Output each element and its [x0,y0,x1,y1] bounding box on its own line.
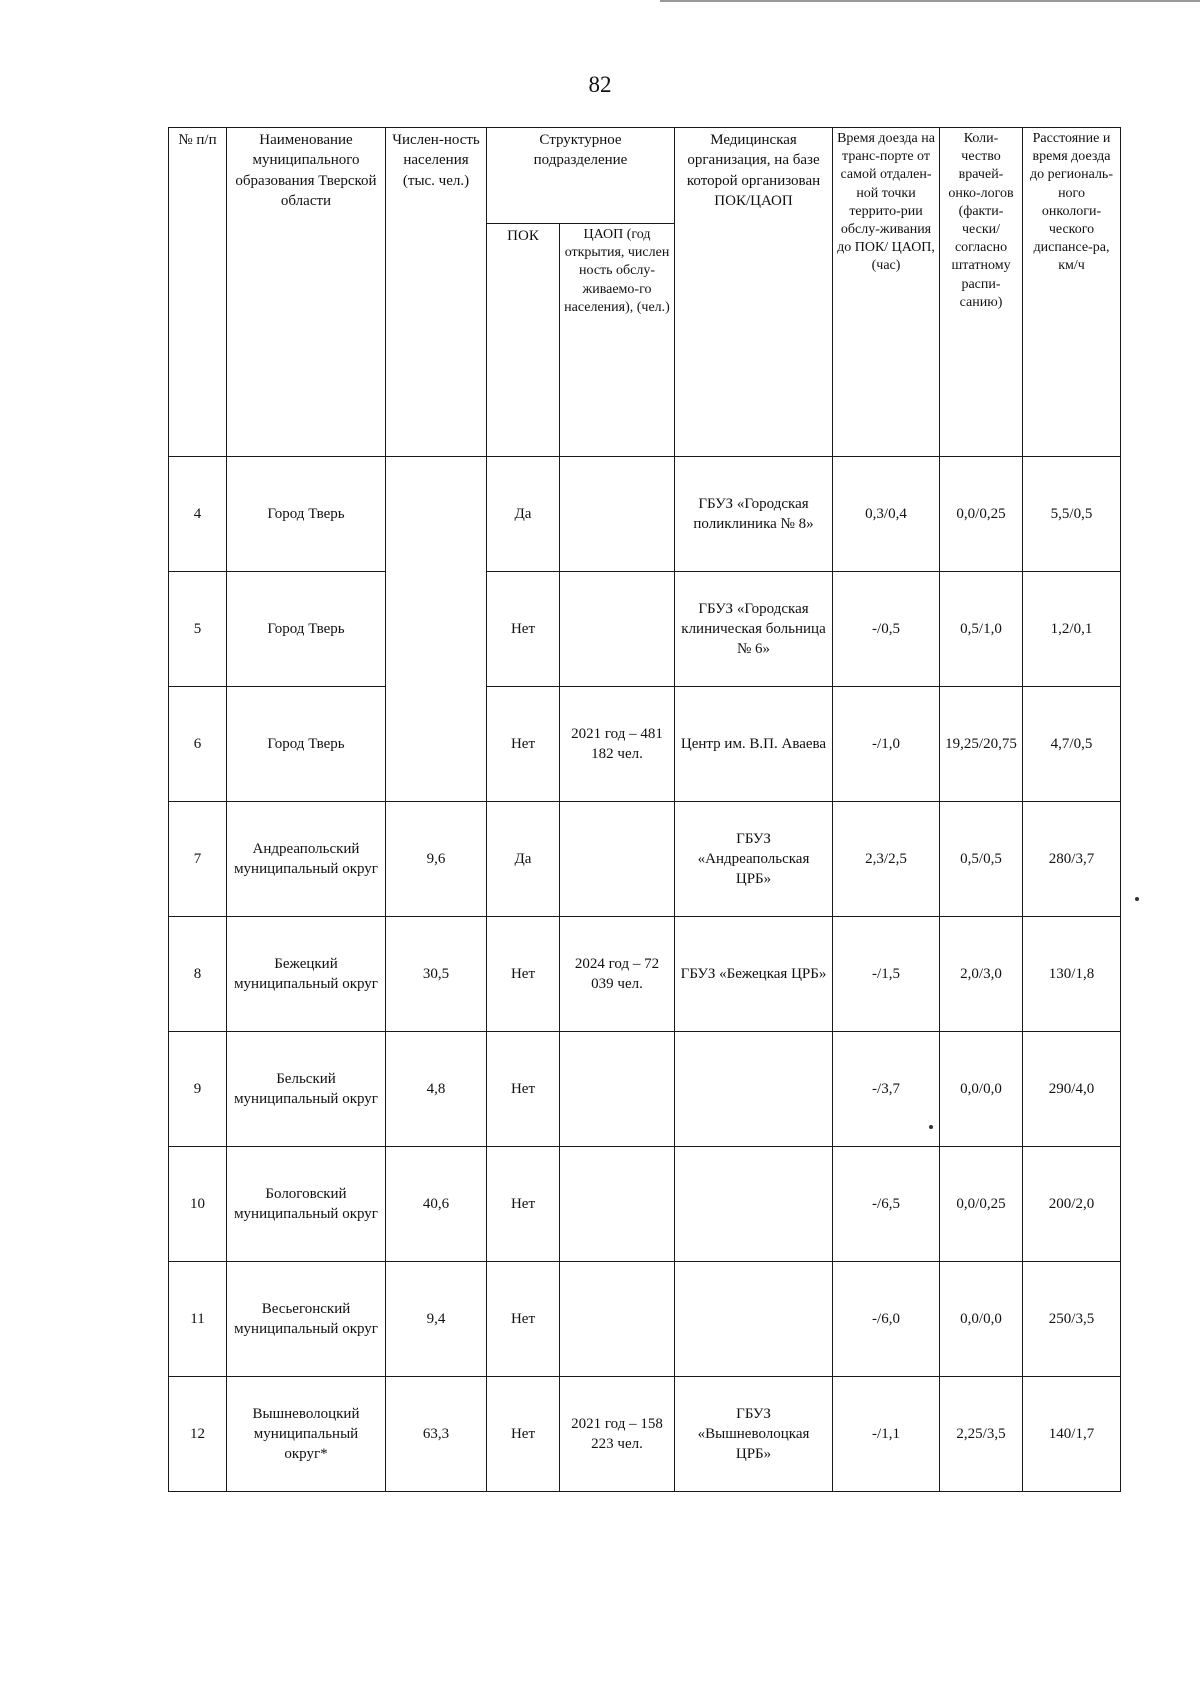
distance-time: 290/4,0 [1023,1032,1121,1147]
table-row [169,1032,1121,1147]
municipality-name: Город Тверь [227,687,386,802]
row-number: 8 [169,917,227,1032]
oncologists-count: 2,0/3,0 [940,917,1023,1032]
row-number: 9 [169,1032,227,1147]
municipality-name: Город Тверь [227,457,386,572]
travel-time: 0,3/0,4 [833,457,940,572]
row-number: 11 [169,1262,227,1377]
population: 63,3 [386,1377,487,1492]
municipality-name: Андреапольский муниципальный округ [227,802,386,917]
travel-time: -/6,0 [833,1262,940,1377]
travel-time: 2,3/2,5 [833,802,940,917]
travel-time: -/6,5 [833,1147,940,1262]
header-num: № п/п [169,128,227,457]
medical-organization: Центр им. В.П. Аваева [675,687,833,802]
table-row [169,1377,1121,1492]
header-oncologists-count: Коли-чество врачей-онко-логов (факти-чески/ согласно штатному распи-санию) [940,128,1023,457]
caop-info [560,1262,675,1377]
page-number: 82 [588,72,612,97]
caop-info [560,1032,675,1147]
distance-time: 4,7/0,5 [1023,687,1121,802]
population: 40,6 [386,1147,487,1262]
pok-flag: Нет [487,1377,560,1492]
table-row [169,687,1121,802]
header-pok: ПОК [487,224,560,457]
table-row [169,572,1121,687]
header-travel-time: Время доезда на транс-порте от самой отдален-ной точки террито-рии обслу-живания до ПОК/ ЦАОП, (час) [833,128,940,457]
table-row [169,1262,1121,1377]
header-structural-unit: Структурное подразделение [487,128,675,224]
oncologists-count: 0,0/0,0 [940,1262,1023,1377]
pok-flag: Нет [487,572,560,687]
table-row [169,1147,1121,1262]
row-number: 7 [169,802,227,917]
oncologists-count: 0,0/0,25 [940,1147,1023,1262]
population: 4,8 [386,1032,487,1147]
oncologists-count: 0,5/1,0 [940,572,1023,687]
medical-organization: ГБУЗ «Городская поликлиника № 8» [675,457,833,572]
medical-organization [675,1147,833,1262]
distance-time: 5,5/0,5 [1023,457,1121,572]
scan-edge-line [660,0,1200,2]
oncologists-count: 19,25/20,75 [940,687,1023,802]
population: 9,4 [386,1262,487,1377]
municipality-name: Бологовский муниципальный округ [227,1147,386,1262]
caop-info [560,572,675,687]
row-number: 6 [169,687,227,802]
travel-time: -/1,1 [833,1377,940,1492]
oncologists-count: 0,0/0,25 [940,457,1023,572]
distance-time: 250/3,5 [1023,1262,1121,1377]
oncologists-count: 0,0/0,0 [940,1032,1023,1147]
municipality-name: Весьегонский муниципальный округ [227,1262,386,1377]
municipality-name: Вышневолоцкий муниципальный округ* [227,1377,386,1492]
municipality-name: Бельский муниципальный округ [227,1032,386,1147]
distance-time: 140/1,7 [1023,1377,1121,1492]
pok-flag: Нет [487,1147,560,1262]
pok-flag: Нет [487,917,560,1032]
row-number: 10 [169,1147,227,1262]
header-medical-organization: Медицинская организация, на базе которой организован ПОК/ЦАОП [675,128,833,457]
distance-time: 1,2/0,1 [1023,572,1121,687]
municipality-name: Город Тверь [227,572,386,687]
caop-info: 2021 год – 481 182 чел. [560,687,675,802]
caop-info [560,1147,675,1262]
caop-info: 2024 год – 72 039 чел. [560,917,675,1032]
pok-flag: Нет [487,1032,560,1147]
pok-flag: Да [487,802,560,917]
medical-organization: ГБУЗ «Вышневолоцкая ЦРБ» [675,1377,833,1492]
table-row [169,917,1121,1032]
row-number: 5 [169,572,227,687]
caop-info [560,457,675,572]
header-distance: Расстояние и время доезда до региональ-ного онкологи-ческого диспансе-ра, км/ч [1023,128,1121,457]
oncologists-count: 2,25/3,5 [940,1377,1023,1492]
travel-time: -/1,0 [833,687,940,802]
caop-info: 2021 год – 158 223 чел. [560,1377,675,1492]
travel-time: -/0,5 [833,572,940,687]
pok-flag: Нет [487,687,560,802]
distance-time: 200/2,0 [1023,1147,1121,1262]
caop-info [560,802,675,917]
population: 30,5 [386,917,487,1032]
oncology-units-table [168,127,1121,1492]
municipality-name: Бежецкий муниципальный округ [227,917,386,1032]
header-row-1 [169,128,1121,224]
travel-time: -/3,7 [833,1032,940,1147]
row-number: 4 [169,457,227,572]
header-population: Числен-ность населения (тыс. чел.) [386,128,487,457]
row-number: 12 [169,1377,227,1492]
table-row [169,457,1121,572]
population: 9,6 [386,802,487,917]
distance-time: 130/1,8 [1023,917,1121,1032]
table-row [169,802,1121,917]
scan-speck [929,1125,933,1129]
population [386,457,487,802]
header-name: Наименование муниципального образования Тверской области [227,128,386,457]
distance-time: 280/3,7 [1023,802,1121,917]
scan-speck [1135,897,1139,901]
medical-organization [675,1032,833,1147]
medical-organization [675,1262,833,1377]
pok-flag: Нет [487,1262,560,1377]
pok-flag: Да [487,457,560,572]
header-caop: ЦАОП (год открытия, числен ность обслу-живаемо-го населения), (чел.) [560,224,675,457]
medical-organization: ГБУЗ «Городская клиническая больница № 6» [675,572,833,687]
medical-organization: ГБУЗ «Бежецкая ЦРБ» [675,917,833,1032]
medical-organization: ГБУЗ «Андреапольская ЦРБ» [675,802,833,917]
oncologists-count: 0,5/0,5 [940,802,1023,917]
travel-time: -/1,5 [833,917,940,1032]
